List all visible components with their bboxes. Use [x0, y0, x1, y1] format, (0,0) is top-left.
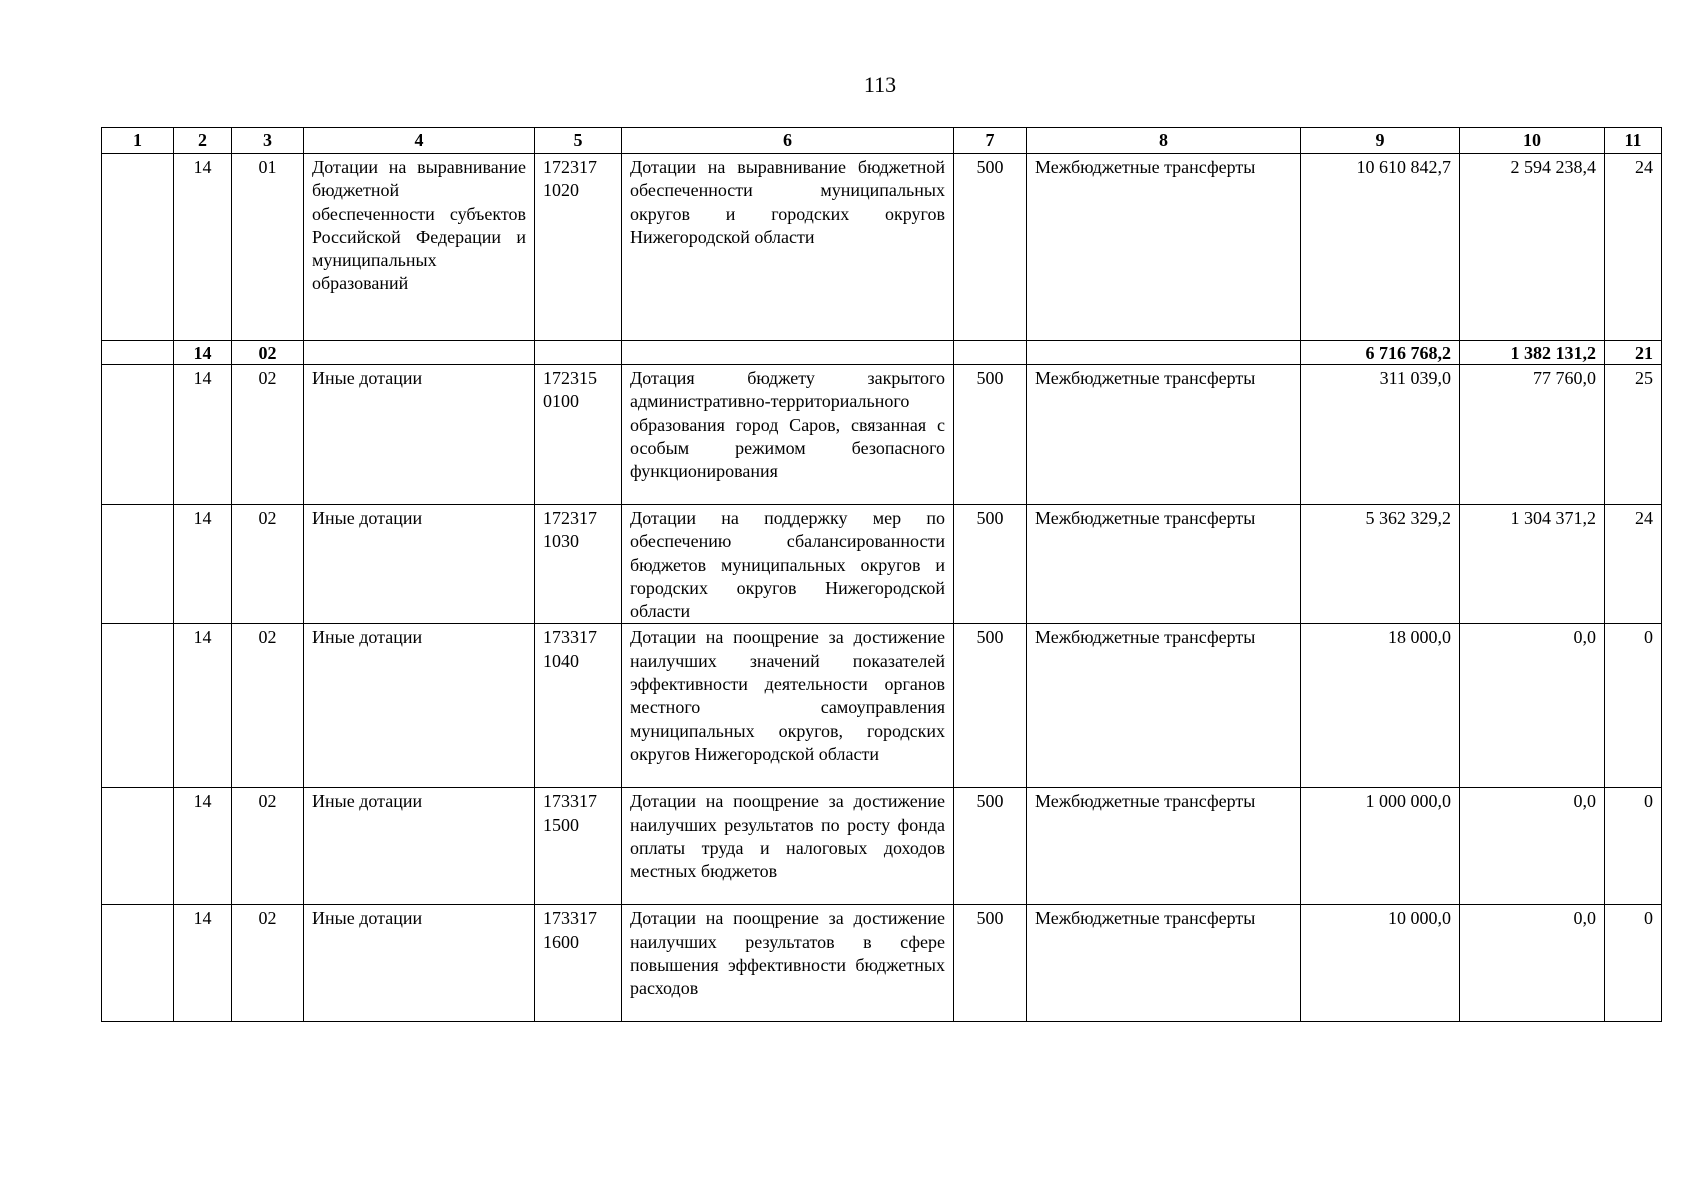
table-row — [102, 905, 1662, 1022]
cell-col1 — [102, 365, 174, 505]
column-header: 6 — [622, 128, 954, 154]
column-header: 1 — [102, 128, 174, 154]
cell-amount-plan: 1 000 000,0 — [1301, 788, 1460, 905]
cell-subsection: 02 — [232, 365, 304, 505]
cell-target-code: 173317 1500 — [535, 788, 622, 905]
cell-expense-type — [954, 341, 1027, 365]
column-header: 11 — [1605, 128, 1662, 154]
cell-subsection-name: Иные дотации — [304, 624, 535, 788]
cell-percent: 24 — [1605, 154, 1662, 341]
cell-col1 — [102, 154, 174, 341]
table-row — [102, 624, 1662, 788]
cell-target-code: 172317 1030 — [535, 505, 622, 624]
cell-expense-name: Межбюджетные трансферты — [1027, 365, 1301, 505]
cell-expense-type: 500 — [954, 154, 1027, 341]
cell-target-name: Дотации на поощрение за достижение наилучших результатов по росту фонда оплаты труда и налоговых доходов местных бюджетов — [622, 788, 954, 905]
cell-percent: 0 — [1605, 624, 1662, 788]
cell-expense-name: Межбюджетные трансферты — [1027, 788, 1301, 905]
page-number: 113 — [863, 72, 897, 97]
column-header: 7 — [954, 128, 1027, 154]
cell-percent: 0 — [1605, 788, 1662, 905]
cell-target-name — [622, 341, 954, 365]
cell-section: 14 — [174, 505, 232, 624]
cell-subsection-name: Иные дотации — [304, 788, 535, 905]
cell-amount-actual: 0,0 — [1460, 624, 1605, 788]
cell-expense-name: Межбюджетные трансферты — [1027, 905, 1301, 1022]
cell-col1 — [102, 624, 174, 788]
cell-percent: 21 — [1605, 341, 1662, 365]
cell-target-code — [535, 341, 622, 365]
cell-section: 14 — [174, 624, 232, 788]
cell-subsection-name: Иные дотации — [304, 505, 535, 624]
cell-target-code: 172317 1020 — [535, 154, 622, 341]
cell-amount-plan: 311 039,0 — [1301, 365, 1460, 505]
cell-section: 14 — [174, 154, 232, 341]
table-row — [102, 154, 1662, 341]
table-header-row — [102, 128, 1662, 154]
cell-amount-actual: 0,0 — [1460, 905, 1605, 1022]
cell-col1 — [102, 505, 174, 624]
cell-target-code: 172315 0100 — [535, 365, 622, 505]
cell-subsection: 01 — [232, 154, 304, 341]
cell-target-name: Дотации на поощрение за достижение наилучших результатов в сфере повышения эффективности бюджетных расходов — [622, 905, 954, 1022]
cell-amount-actual: 77 760,0 — [1460, 365, 1605, 505]
cell-amount-actual: 1 382 131,2 — [1460, 341, 1605, 365]
cell-subsection-name: Иные дотации — [304, 365, 535, 505]
cell-target-code: 173317 1040 — [535, 624, 622, 788]
cell-target-name: Дотации на поощрение за достижение наилучших значений показателей эффективности деятельности органов местного самоуправления муниципальных округов, городских округов Нижегородской области — [622, 624, 954, 788]
cell-amount-plan: 6 716 768,2 — [1301, 341, 1460, 365]
column-header: 9 — [1301, 128, 1460, 154]
cell-amount-plan: 10 610 842,7 — [1301, 154, 1460, 341]
column-header: 4 — [304, 128, 535, 154]
cell-subsection: 02 — [232, 341, 304, 365]
cell-amount-actual: 2 594 238,4 — [1460, 154, 1605, 341]
column-header: 5 — [535, 128, 622, 154]
cell-subsection: 02 — [232, 788, 304, 905]
cell-col1 — [102, 341, 174, 365]
table-row — [102, 788, 1662, 905]
cell-section: 14 — [174, 788, 232, 905]
cell-expense-name — [1027, 341, 1301, 365]
cell-section: 14 — [174, 905, 232, 1022]
cell-target-name: Дотации на поддержку мер по обеспечению сбалансированности бюджетов муниципальных округов и городских округов Нижегородской области — [622, 505, 954, 624]
cell-percent: 0 — [1605, 905, 1662, 1022]
cell-expense-type: 500 — [954, 365, 1027, 505]
column-header: 3 — [232, 128, 304, 154]
cell-percent: 24 — [1605, 505, 1662, 624]
cell-target-name: Дотация бюджету закрытого административно-территориального образования город Саров, связанная с особым режимом безопасного функционирования — [622, 365, 954, 505]
cell-expense-name: Межбюджетные трансферты — [1027, 624, 1301, 788]
table-row — [102, 365, 1662, 505]
cell-amount-actual: 0,0 — [1460, 788, 1605, 905]
column-header: 2 — [174, 128, 232, 154]
cell-section: 14 — [174, 365, 232, 505]
cell-subsection-name — [304, 341, 535, 365]
cell-amount-plan: 18 000,0 — [1301, 624, 1460, 788]
cell-expense-type: 500 — [954, 624, 1027, 788]
cell-subsection: 02 — [232, 624, 304, 788]
cell-expense-type: 500 — [954, 505, 1027, 624]
cell-amount-plan: 10 000,0 — [1301, 905, 1460, 1022]
cell-target-name: Дотации на выравнивание бюджетной обеспеченности муниципальных округов и городских округов Нижегородской области — [622, 154, 954, 341]
cell-expense-name: Межбюджетные трансферты — [1027, 505, 1301, 624]
table-row — [102, 505, 1662, 624]
cell-subsection-name: Иные дотации — [304, 905, 535, 1022]
cell-target-code: 173317 1600 — [535, 905, 622, 1022]
table-row-subtotal — [102, 341, 1662, 365]
cell-amount-actual: 1 304 371,2 — [1460, 505, 1605, 624]
column-header: 8 — [1027, 128, 1301, 154]
cell-percent: 25 — [1605, 365, 1662, 505]
cell-subsection-name: Дотации на выравнивание бюджетной обеспеченности субъектов Российской Федерации и муниципальных образований — [304, 154, 535, 341]
cell-expense-name: Межбюджетные трансферты — [1027, 154, 1301, 341]
cell-col1 — [102, 788, 174, 905]
cell-col1 — [102, 905, 174, 1022]
budget-table — [101, 127, 1662, 1022]
cell-subsection: 02 — [232, 905, 304, 1022]
cell-subsection: 02 — [232, 505, 304, 624]
column-header: 10 — [1460, 128, 1605, 154]
cell-expense-type: 500 — [954, 905, 1027, 1022]
cell-expense-type: 500 — [954, 788, 1027, 905]
cell-amount-plan: 5 362 329,2 — [1301, 505, 1460, 624]
cell-section: 14 — [174, 341, 232, 365]
